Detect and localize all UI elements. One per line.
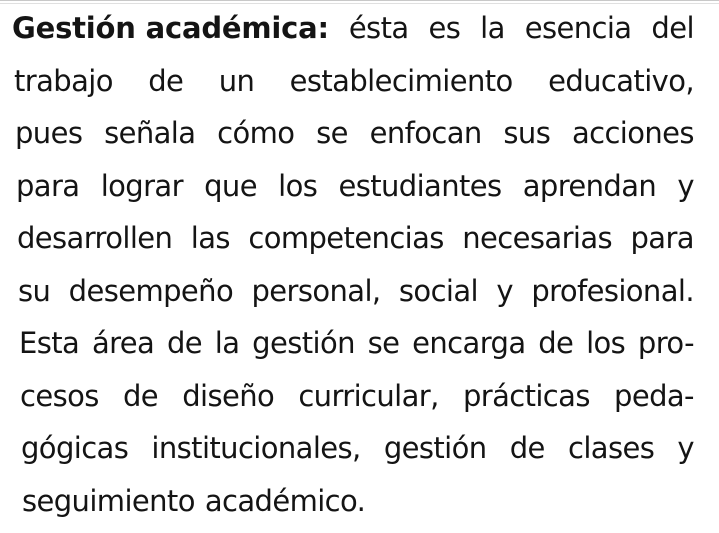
lead-term: Gestión académica:: [12, 11, 329, 45]
word: profesional.: [531, 273, 694, 308]
word: desarrollen: [17, 221, 173, 255]
word: señala: [104, 116, 196, 150]
word: aprendan: [522, 168, 657, 203]
word: académico.: [204, 483, 366, 518]
word: gestión: [383, 431, 487, 465]
word: para: [630, 221, 694, 255]
text-line: [12, 317, 694, 370]
word: gógicas: [21, 431, 129, 465]
word: de: [166, 326, 203, 360]
word: cesos: [20, 378, 99, 413]
word: gestión: [252, 326, 355, 360]
word: curricular,: [298, 378, 439, 413]
word: necesarias: [462, 221, 613, 255]
word: de: [509, 431, 545, 465]
word: pues: [15, 116, 83, 150]
word: sus: [503, 116, 551, 150]
word: ésta: [348, 11, 409, 45]
text-line: [12, 55, 694, 108]
word: área: [91, 326, 155, 360]
word: para: [16, 168, 80, 203]
text-line: [12, 160, 694, 213]
word: de: [148, 63, 184, 98]
word: y: [677, 431, 694, 465]
word: y: [677, 168, 694, 203]
word: social: [398, 273, 479, 308]
word: un: [218, 63, 255, 98]
text-line: [12, 107, 694, 160]
word: de: [538, 326, 574, 360]
word: Esta: [19, 326, 80, 360]
text-line: [12, 422, 694, 475]
word: trabajo: [14, 63, 113, 98]
word: los: [278, 168, 318, 203]
word: peda-: [614, 378, 694, 413]
word: educativo,: [548, 63, 694, 98]
word: acciones: [571, 116, 694, 150]
word: desempeño: [68, 273, 234, 308]
word: clases: [567, 431, 655, 465]
word: del: [651, 11, 694, 45]
word: lograr: [100, 168, 183, 203]
word: pro-: [637, 326, 694, 360]
text-line: [12, 265, 694, 318]
word: cómo: [217, 116, 295, 150]
word: estudiantes: [338, 168, 502, 203]
word: su: [18, 273, 51, 308]
word: seguimiento: [22, 483, 195, 518]
word: establecimiento: [289, 63, 513, 98]
text-line-last: [12, 475, 694, 528]
word: institucionales,: [151, 431, 361, 465]
word: encarga: [412, 326, 526, 360]
word: y: [496, 273, 513, 308]
paragraph-gestion-academica: [12, 2, 694, 527]
text-line: [12, 370, 694, 423]
word: los: [586, 326, 626, 360]
word: se: [316, 116, 348, 150]
word: competencias: [248, 221, 444, 255]
word: diseño: [182, 378, 275, 413]
word: se: [367, 326, 400, 360]
text-line: [12, 212, 694, 265]
word: esencia: [524, 11, 632, 45]
text-line: [12, 2, 694, 55]
word: la: [480, 11, 505, 45]
word: enfocan: [369, 116, 482, 150]
word: prácticas: [462, 378, 590, 413]
word: que: [204, 168, 257, 203]
word: las: [190, 221, 230, 255]
word: de: [122, 378, 158, 413]
word: personal,: [251, 273, 381, 308]
word: la: [214, 326, 240, 360]
word: es: [428, 11, 461, 45]
